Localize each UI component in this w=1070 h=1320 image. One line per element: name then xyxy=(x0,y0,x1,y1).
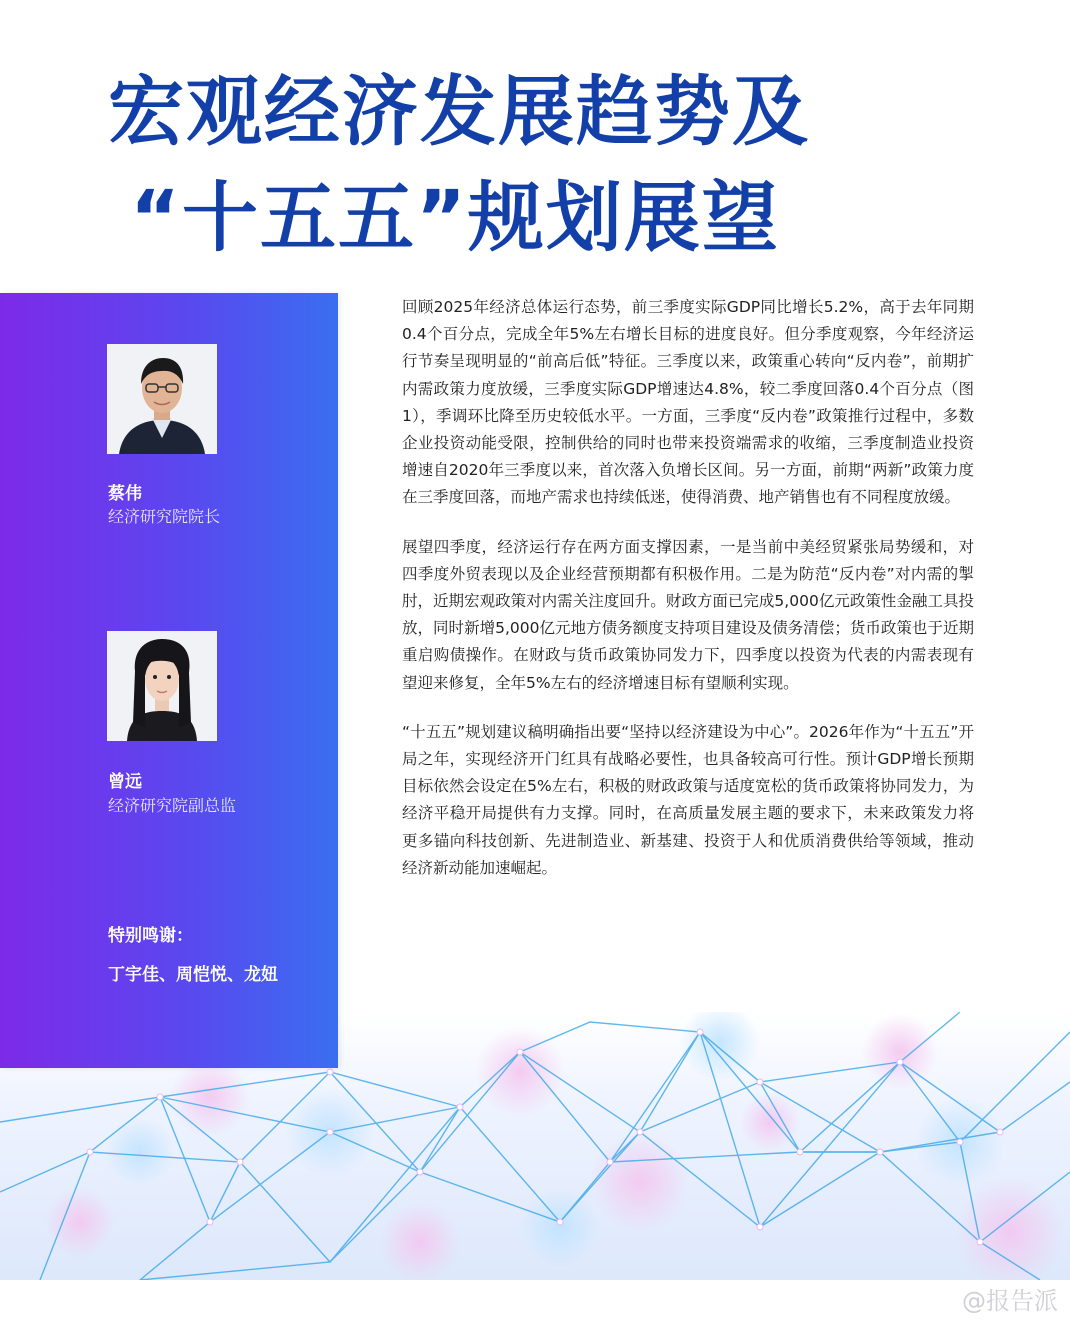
woman-portrait-icon xyxy=(107,631,217,741)
article-paragraph-3: “十五五”规划建议稿明确指出要“坚持以经济建设为中心”。2026年作为“十五五”开局之年，实现经济开门红具有战略必要性，也具备较高可行性。预计GDP增长预期目标依然会设定在5%左右，积极的财政政策与适度宽松的货币政策将协同发力，为经济平稳开局提供有力支撑。同时，在高质量发展主题的要求下，未来政策发力将更多锚向科技创新、先进制造业、新基建、投资于人和优质消费供给等领域，推动经济新动能加速崛起。 xyxy=(402,722,974,877)
author-photo-2 xyxy=(107,631,217,741)
article-paragraph-2: 展望四季度，经济运行存在两方面支撑因素，一是当前中美经贸紧张局势缓和，对四季度外贸表现以及企业经营预期都有积极作用。二是为防范“反内卷”对内需的掣肘，近期宏观政策对内需关注度回升。财政方面已完成5,000亿元政策性金融工具投放，同时新增5,000亿元地方债务额度支持项目建设及债务清偿；货币政策也于近期重启购债操作。在财政与货币政策协同发力下，四季度以投资为代表的内需表现有望迎来修复，全年5%左右的经济增速目标有望顺利实现。 xyxy=(402,537,974,692)
footer-band xyxy=(0,1280,1070,1320)
watermark-text: @报告派 xyxy=(962,1287,1058,1315)
author-sidebar xyxy=(0,293,338,1068)
author-name-1: 蔡伟 xyxy=(108,484,142,504)
page-title-line-1: 宏观经济发展趋势及 xyxy=(108,67,810,156)
article-paragraph-1: 回顾2025年经济总体运行态势，前三季度实际GDP同比增长5.2%，高于去年同期0.4个百分点，完成全年5%左右增长目标的进度良好。但分季度观察，今年经济运行节奏呈现明显的“前高后低”特征。三季度以来，政策重心转向“反内卷”，前期扩内需政策力度放缓，三季度实际GDP增速达4.8%，较二季度回落0.4个百分点（图1），季调环比降至历史较低水平。一方面，三季度“反内卷”政策推行过程中，多数企业投资动能受限，控制供给的同时也带来投资端需求的收缩，三季度制造业投资增速自2020年三季度以来，首次落入负增长区间。另一方面，前期“两新”政策力度在三季度回落，而地产需求也持续低迷，使得消费、地产销售也有不同程度放缓。 xyxy=(402,298,974,507)
author-role-2: 经济研究院副总监 xyxy=(108,796,237,815)
acknowledgement-names: 丁宇佳、周恺悦、龙妞 xyxy=(108,965,278,985)
author-name-2: 曾远 xyxy=(108,772,142,792)
man-portrait-icon xyxy=(107,344,217,454)
author-role-1: 经济研究院院长 xyxy=(108,507,221,526)
author-photo-1 xyxy=(107,344,217,454)
article-body xyxy=(402,294,974,904)
page-title-line-2: “十五五”规划展望 xyxy=(130,173,780,262)
acknowledgement-label: 特别鸣谢： xyxy=(108,926,193,946)
